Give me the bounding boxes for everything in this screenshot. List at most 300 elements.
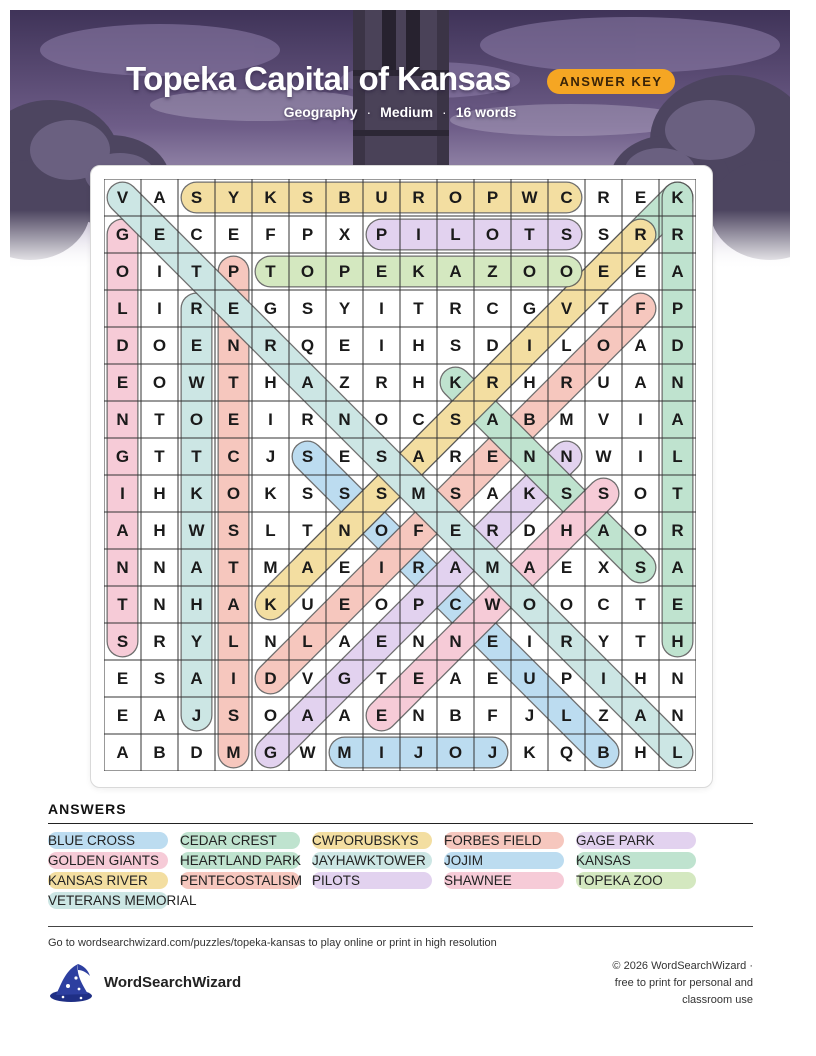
grid-cell[interactable]: O xyxy=(152,372,167,392)
grid-cell[interactable]: J xyxy=(191,705,202,725)
grid-cell[interactable]: Q xyxy=(300,335,315,355)
grid-cell[interactable]: E xyxy=(597,261,610,281)
grid-cell[interactable]: A xyxy=(301,372,314,392)
grid-cell[interactable]: N xyxy=(671,705,684,725)
grid-cell[interactable]: O xyxy=(522,594,537,614)
grid-cell[interactable]: E xyxy=(412,668,425,688)
grid-cell[interactable]: G xyxy=(115,446,130,466)
grid-cell[interactable]: R xyxy=(486,520,499,540)
grid-cell[interactable]: S xyxy=(338,483,351,503)
grid-cell[interactable]: T xyxy=(413,298,424,318)
grid-cell[interactable]: K xyxy=(264,187,277,207)
grid-cell[interactable]: K xyxy=(264,594,277,614)
grid-cell[interactable]: V xyxy=(597,409,610,429)
grid-cell[interactable]: U xyxy=(523,668,536,688)
grid-cell[interactable]: K xyxy=(412,261,425,281)
grid-cell[interactable]: S xyxy=(597,224,610,244)
grid-cell[interactable]: E xyxy=(486,631,499,651)
grid-cell[interactable]: H xyxy=(412,335,425,355)
grid-cell[interactable]: O xyxy=(152,335,167,355)
grid-cell[interactable]: O xyxy=(226,483,241,503)
grid-cell[interactable]: T xyxy=(154,409,165,429)
separator-dot: · xyxy=(366,104,372,120)
grid-cell[interactable]: L xyxy=(672,742,683,762)
grid-cell[interactable]: M xyxy=(226,742,241,762)
answer-item xyxy=(180,852,300,869)
answer-label: JAYHAWKTOWER xyxy=(312,853,426,868)
grid-cell[interactable]: C xyxy=(449,594,462,614)
grid-cell[interactable]: E xyxy=(375,705,388,725)
grid-cell[interactable]: W xyxy=(188,372,205,392)
grid-cell[interactable]: L xyxy=(117,298,128,318)
grid-cell[interactable]: T xyxy=(228,372,239,392)
grid-cell[interactable]: L xyxy=(228,631,239,651)
grid-cell[interactable]: A xyxy=(486,409,499,429)
grid-cell[interactable]: R xyxy=(449,298,462,318)
grid-cell[interactable]: R xyxy=(560,631,573,651)
grid-cell[interactable]: J xyxy=(524,705,535,725)
grid-cell[interactable]: L xyxy=(450,224,461,244)
grid-cell[interactable]: A xyxy=(449,261,462,281)
answer-key-badge: ANSWER KEY xyxy=(547,69,675,94)
grid-cell[interactable]: B xyxy=(338,187,351,207)
grid-cell[interactable]: D xyxy=(116,335,129,355)
wizard-hat-icon xyxy=(48,962,94,1004)
grid-cell[interactable]: H xyxy=(560,520,573,540)
grid-cell[interactable]: E xyxy=(486,668,499,688)
grid-cell[interactable]: E xyxy=(671,594,684,614)
grid-cell[interactable]: S xyxy=(116,631,129,651)
grid-cell[interactable]: I xyxy=(379,298,384,318)
grid-cell[interactable]: A xyxy=(338,631,351,651)
answer-label: CWPORUBSKYS xyxy=(312,833,419,848)
grid-cell[interactable]: W xyxy=(484,594,501,614)
grid-cell[interactable]: O xyxy=(633,520,648,540)
grid-cell[interactable]: O xyxy=(485,224,500,244)
grid-cell[interactable]: O xyxy=(115,261,130,281)
grid-cell[interactable]: N xyxy=(412,631,425,651)
grid-cell[interactable]: T xyxy=(524,224,535,244)
answer-item xyxy=(444,832,564,849)
grid-cell[interactable]: P xyxy=(412,594,425,614)
answer-item xyxy=(576,852,696,869)
grid-cell[interactable]: N xyxy=(338,409,351,429)
grid-cell[interactable]: D xyxy=(486,335,499,355)
answer-label: PILOTS xyxy=(312,873,361,888)
grid-cell[interactable]: N xyxy=(227,335,240,355)
grid-cell[interactable]: T xyxy=(191,261,202,281)
grid-cell[interactable]: E xyxy=(375,261,388,281)
grid-cell[interactable]: H xyxy=(412,372,425,392)
grid-cell[interactable]: E xyxy=(116,668,129,688)
answer-label: HEARTLAND PARK xyxy=(180,853,302,868)
copyright-line: © 2026 WordSearchWizard · xyxy=(612,960,753,972)
grid-cell[interactable]: E xyxy=(560,557,573,577)
grid-cell[interactable]: I xyxy=(638,409,643,429)
grid-cell[interactable]: R xyxy=(597,187,610,207)
grid-cell[interactable]: F xyxy=(635,298,646,318)
grid-cell[interactable]: M xyxy=(559,409,574,429)
grid-cell[interactable]: E xyxy=(375,631,388,651)
grid-cell[interactable]: G xyxy=(337,668,352,688)
answer-label: TOPEKA ZOO xyxy=(576,873,663,888)
grid-cell[interactable]: A xyxy=(597,520,610,540)
grid-cell[interactable]: S xyxy=(449,483,462,503)
grid-cell[interactable]: V xyxy=(301,668,314,688)
grid-cell[interactable]: I xyxy=(601,668,606,688)
grid-cell[interactable]: L xyxy=(672,446,683,466)
grid-cell[interactable]: E xyxy=(227,224,240,244)
grid-cell[interactable]: G xyxy=(522,298,537,318)
grid-cell[interactable]: A xyxy=(523,557,536,577)
grid-cell[interactable]: B xyxy=(523,409,536,429)
grid-cell[interactable]: R xyxy=(671,224,684,244)
grid-cell[interactable]: K xyxy=(671,187,684,207)
copyright-line: classroom use xyxy=(682,994,753,1006)
grid-cell[interactable]: O xyxy=(559,594,574,614)
grid-cell[interactable]: E xyxy=(634,187,647,207)
grid-cell[interactable]: N xyxy=(412,705,425,725)
grid-cell[interactable]: U xyxy=(375,187,388,207)
grid-cell[interactable]: G xyxy=(263,742,278,762)
grid-cell[interactable]: L xyxy=(561,705,572,725)
grid-cell[interactable]: R xyxy=(264,335,277,355)
answer-item xyxy=(312,852,432,869)
answer-item xyxy=(576,832,696,849)
grid-cell[interactable]: B xyxy=(153,742,166,762)
grid-cell[interactable]: E xyxy=(486,446,499,466)
grid-cell[interactable]: H xyxy=(634,668,647,688)
grid-cell[interactable]: M xyxy=(485,557,500,577)
grid-cell[interactable]: Y xyxy=(190,631,203,651)
grid-cell[interactable]: D xyxy=(264,668,277,688)
grid-cell[interactable]: R xyxy=(449,446,462,466)
grid-cell[interactable]: I xyxy=(379,557,384,577)
grid-cell[interactable]: N xyxy=(116,557,129,577)
grid-cell[interactable]: P xyxy=(671,298,684,318)
answer-label: PENTECOSTALISM xyxy=(180,873,303,888)
grid-cell[interactable]: G xyxy=(115,224,130,244)
grid-cell[interactable]: T xyxy=(117,594,128,614)
difficulty-label: Medium xyxy=(380,104,434,120)
grid-cell[interactable]: S xyxy=(227,705,240,725)
grid-cell[interactable]: W xyxy=(521,187,538,207)
answer-label: FORBES FIELD xyxy=(444,833,542,848)
answer-item xyxy=(48,832,168,849)
grid-cell[interactable]: I xyxy=(527,631,532,651)
answers-list xyxy=(48,832,768,912)
grid-cell[interactable]: L xyxy=(265,520,276,540)
grid-cell[interactable]: E xyxy=(338,557,351,577)
grid-cell[interactable]: M xyxy=(411,483,426,503)
grid-cell[interactable]: X xyxy=(597,557,610,577)
grid-cell[interactable]: Z xyxy=(598,705,609,725)
grid-cell[interactable]: M xyxy=(263,557,278,577)
grid-cell[interactable]: S xyxy=(375,483,388,503)
letter-cells[interactable] xyxy=(104,179,696,771)
grid-cell[interactable]: A xyxy=(153,187,166,207)
grid-cell[interactable]: Z xyxy=(339,372,350,392)
grid-cell[interactable]: D xyxy=(671,335,684,355)
copyright-line: free to print for personal and xyxy=(614,977,753,989)
grid-cell[interactable]: N xyxy=(560,446,573,466)
answer-item xyxy=(48,872,168,889)
answer-item xyxy=(48,852,168,869)
grid-cell[interactable]: O xyxy=(374,409,389,429)
grid-cell[interactable]: R xyxy=(671,520,684,540)
grid-cell[interactable]: T xyxy=(376,668,387,688)
grid-cell[interactable]: I xyxy=(416,224,421,244)
grid-cell[interactable]: K xyxy=(523,483,536,503)
grid-cell[interactable]: R xyxy=(375,372,388,392)
category-label: Geography xyxy=(283,104,358,120)
grid-cell[interactable]: A xyxy=(153,705,166,725)
grid-cell[interactable]: S xyxy=(597,483,610,503)
grid-cell[interactable]: C xyxy=(227,446,240,466)
grid-cell[interactable]: Q xyxy=(559,742,574,762)
grid-cell[interactable]: K xyxy=(264,483,277,503)
grid-cell[interactable]: K xyxy=(523,742,536,762)
grid-cell[interactable]: R xyxy=(486,372,499,392)
grid-cell[interactable]: S xyxy=(301,446,314,466)
grid-cell[interactable]: L xyxy=(561,335,572,355)
grid-cell[interactable]: S xyxy=(227,520,240,540)
grid-cell[interactable]: O xyxy=(374,594,389,614)
answer-label: BLUE CROSS xyxy=(48,833,136,848)
grid-cell[interactable]: T xyxy=(598,298,609,318)
grid-cell[interactable]: O xyxy=(596,335,611,355)
grid-cell[interactable]: N xyxy=(523,446,536,466)
grid-cell[interactable]: H xyxy=(153,483,166,503)
grid-cell[interactable]: S xyxy=(560,483,573,503)
grid-cell[interactable]: E xyxy=(338,335,351,355)
grid-cell[interactable]: I xyxy=(231,668,236,688)
grid-cell[interactable]: S xyxy=(190,187,203,207)
grid-cell[interactable]: J xyxy=(487,742,498,762)
grid-cell[interactable]: B xyxy=(597,742,610,762)
grid-cell[interactable]: H xyxy=(153,520,166,540)
grid-cell[interactable]: A xyxy=(412,446,425,466)
grid-cell[interactable]: N xyxy=(338,520,351,540)
grid-cell[interactable]: S xyxy=(301,483,314,503)
grid-cell[interactable]: Y xyxy=(338,298,351,318)
grid-cell[interactable]: J xyxy=(265,446,276,466)
grid-cell[interactable]: T xyxy=(228,557,239,577)
grid-cell[interactable]: S xyxy=(560,224,573,244)
grid-cell[interactable]: S xyxy=(449,335,462,355)
grid-cell[interactable]: P xyxy=(486,187,499,207)
grid-cell[interactable]: H xyxy=(264,372,277,392)
grid-cell[interactable]: O xyxy=(522,261,537,281)
grid-cell[interactable]: V xyxy=(116,187,129,207)
grid-cell[interactable]: T xyxy=(265,261,276,281)
grid-cell[interactable]: W xyxy=(188,520,205,540)
grid-cell[interactable]: E xyxy=(634,261,647,281)
grid-cell[interactable]: I xyxy=(527,335,532,355)
grid-cell[interactable]: J xyxy=(413,742,424,762)
word-search-grid[interactable] xyxy=(104,179,696,771)
footer-url-text[interactable]: Go to wordsearchwizard.com/puzzles/topeka-kansas to play online or print in high resolution xyxy=(48,937,497,949)
grid-cell[interactable]: O xyxy=(633,483,648,503)
grid-cell[interactable]: H xyxy=(523,372,536,392)
brand-name: WordSearchWizard xyxy=(104,974,242,991)
answer-label: GAGE PARK xyxy=(576,833,655,848)
grid-cell[interactable]: E xyxy=(338,594,351,614)
grid-cell[interactable]: A xyxy=(116,742,129,762)
grid-cell[interactable]: O xyxy=(374,520,389,540)
grid-cell[interactable]: P xyxy=(560,668,573,688)
grid-cell[interactable]: P xyxy=(375,224,388,244)
grid-cell[interactable]: E xyxy=(227,409,240,429)
grid-cell[interactable]: H xyxy=(190,594,203,614)
grid-cell[interactable]: R xyxy=(301,409,314,429)
grid-cell[interactable]: R xyxy=(634,224,647,244)
grid-cell[interactable]: N xyxy=(116,409,129,429)
grid-cell[interactable]: F xyxy=(413,520,424,540)
page-title: Topeka Capital of Kansas xyxy=(126,60,511,97)
answer-label: KANSAS xyxy=(576,853,631,868)
answer-item xyxy=(180,832,300,849)
grid-cell[interactable]: P xyxy=(227,261,240,281)
answer-item xyxy=(180,872,303,889)
grid-cell[interactable]: P xyxy=(338,261,351,281)
grid-cell[interactable]: A xyxy=(634,705,647,725)
grid-cell[interactable]: E xyxy=(153,224,166,244)
grid-cell[interactable]: R xyxy=(153,631,166,651)
grid-cell[interactable]: A xyxy=(301,557,314,577)
grid-cell[interactable]: T xyxy=(635,594,646,614)
grid-cell[interactable]: O xyxy=(448,742,463,762)
grid-cell[interactable]: U xyxy=(597,372,610,392)
grid-cell[interactable]: R xyxy=(412,187,425,207)
grid-cell[interactable]: E xyxy=(227,298,240,318)
grid-cell[interactable]: R xyxy=(190,298,203,318)
grid-cell[interactable]: S xyxy=(375,446,388,466)
grid-cell[interactable]: N xyxy=(449,631,462,651)
grid-cell[interactable]: E xyxy=(116,372,129,392)
word-count-label: 16 words xyxy=(455,104,517,120)
grid-cell[interactable]: X xyxy=(338,224,351,244)
grid-cell[interactable]: D xyxy=(523,520,536,540)
grid-cell[interactable]: E xyxy=(116,705,129,725)
answer-item xyxy=(312,872,432,889)
answer-label: GOLDEN GIANTS xyxy=(48,853,160,868)
grid-cell[interactable]: A xyxy=(486,483,499,503)
grid-cell[interactable]: W xyxy=(595,446,612,466)
grid-cell[interactable]: Y xyxy=(597,631,610,651)
grid-cell[interactable]: O xyxy=(448,187,463,207)
answer-label: VETERANS MEMORIAL xyxy=(48,893,197,908)
grid-cell[interactable]: K xyxy=(190,483,203,503)
grid-cell[interactable]: S xyxy=(301,298,314,318)
grid-cell[interactable]: C xyxy=(190,224,203,244)
grid-cell[interactable]: E xyxy=(338,446,351,466)
grid-cell[interactable]: C xyxy=(560,187,573,207)
grid-cell[interactable]: M xyxy=(337,742,352,762)
grid-cell[interactable]: A xyxy=(190,668,203,688)
grid-cell[interactable]: C xyxy=(486,298,499,318)
grid-cell[interactable]: N xyxy=(264,631,277,651)
grid-cell[interactable]: O xyxy=(559,261,574,281)
answer-label: CEDAR CREST xyxy=(180,833,277,848)
grid-cell[interactable]: P xyxy=(301,224,314,244)
grid-cell[interactable]: U xyxy=(301,594,314,614)
grid-cell[interactable]: I xyxy=(379,742,384,762)
grid-cell[interactable]: E xyxy=(190,335,203,355)
grid-cell[interactable]: D xyxy=(190,742,203,762)
grid-cell[interactable]: S xyxy=(634,557,647,577)
grid-cell[interactable]: A xyxy=(634,335,647,355)
grid-cell[interactable]: N xyxy=(153,557,166,577)
grid-cell[interactable]: C xyxy=(597,594,610,614)
grid-cell[interactable]: T xyxy=(635,631,646,651)
grid-cell[interactable]: Y xyxy=(227,187,240,207)
grid-cell[interactable]: N xyxy=(153,594,166,614)
grid-cell[interactable]: V xyxy=(560,298,573,318)
grid-cell[interactable]: T xyxy=(154,446,165,466)
grid-cell[interactable]: A xyxy=(449,557,462,577)
grid-cell[interactable]: I xyxy=(120,483,125,503)
grid-cell[interactable]: T xyxy=(672,483,683,503)
grid-cell[interactable]: I xyxy=(268,409,273,429)
grid-cell[interactable]: A xyxy=(634,372,647,392)
grid-cell[interactable]: I xyxy=(157,298,162,318)
grid-cell[interactable]: A xyxy=(338,705,351,725)
grid-cell[interactable]: G xyxy=(263,298,278,318)
grid-cell[interactable]: I xyxy=(157,261,162,281)
grid-cell[interactable]: S xyxy=(301,187,314,207)
grid-cell[interactable]: N xyxy=(671,372,684,392)
grid-cell[interactable]: A xyxy=(301,705,314,725)
grid-cell[interactable]: A xyxy=(449,668,462,688)
grid-cell[interactable]: K xyxy=(449,372,462,392)
grid-cell[interactable]: T xyxy=(302,520,313,540)
grid-cell[interactable]: B xyxy=(449,705,462,725)
grid-cell[interactable]: A xyxy=(671,409,684,429)
grid-cell[interactable]: C xyxy=(412,409,425,429)
grid-cell[interactable]: A xyxy=(671,261,684,281)
answer-item xyxy=(444,872,564,889)
grid-cell[interactable]: O xyxy=(263,705,278,725)
grid-cell[interactable]: A xyxy=(227,594,240,614)
grid-cell[interactable]: H xyxy=(634,742,647,762)
grid-cell[interactable]: F xyxy=(265,224,276,244)
grid-cell[interactable]: Z xyxy=(487,261,498,281)
grid-cell[interactable]: I xyxy=(379,335,384,355)
grid-cell[interactable]: S xyxy=(153,668,166,688)
grid-cell[interactable]: E xyxy=(449,520,462,540)
grid-cell[interactable]: A xyxy=(190,557,203,577)
grid-cell[interactable]: H xyxy=(671,631,684,651)
grid-cell[interactable]: L xyxy=(302,631,313,651)
answer-item xyxy=(312,832,432,849)
grid-cell[interactable]: T xyxy=(191,446,202,466)
grid-cell[interactable]: R xyxy=(412,557,425,577)
grid-cell[interactable]: R xyxy=(560,372,573,392)
grid-cell[interactable]: N xyxy=(671,668,684,688)
grid-cell[interactable]: W xyxy=(299,742,316,762)
grid-cell[interactable]: I xyxy=(638,446,643,466)
grid-cell[interactable]: A xyxy=(671,557,684,577)
grid-cell[interactable]: O xyxy=(300,261,315,281)
grid-cell[interactable]: A xyxy=(116,520,129,540)
grid-cell[interactable]: F xyxy=(487,705,498,725)
answers-heading: ANSWERS xyxy=(48,801,127,817)
grid-cell[interactable]: O xyxy=(189,409,204,429)
grid-cell[interactable]: S xyxy=(449,409,462,429)
divider xyxy=(48,823,753,824)
answer-item xyxy=(576,872,696,889)
